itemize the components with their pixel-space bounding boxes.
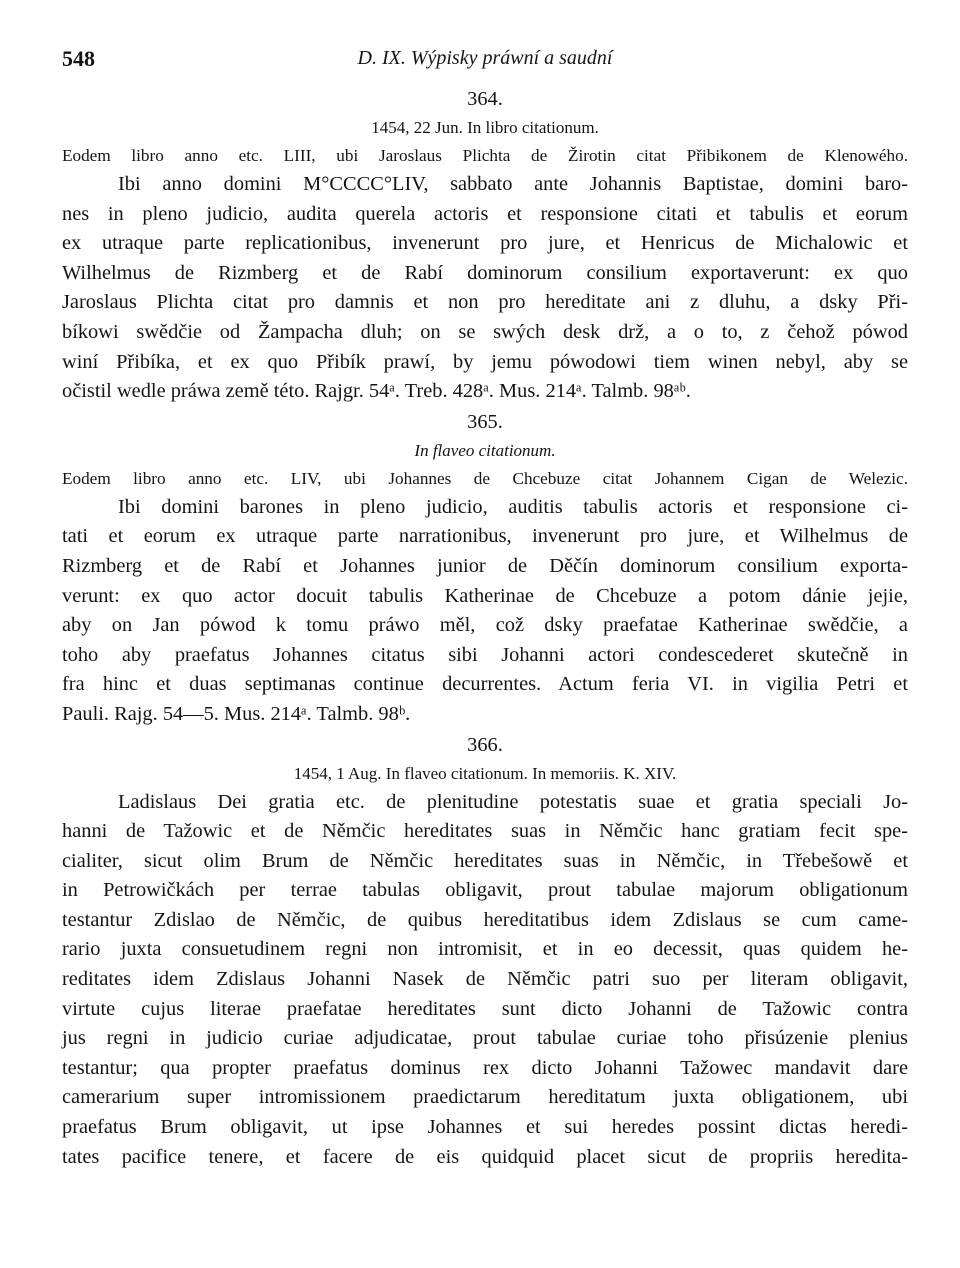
body-line: virtute cujus literae praefatae hereditates sunt dicto Johanni de Tažowic contra xyxy=(62,997,908,1020)
page-header xyxy=(62,44,908,84)
body-line: hanni de Tažowic et de Němčic hereditates suas in Němčic hanc gratiam fecit spe- xyxy=(62,820,908,843)
entry-number: 366. xyxy=(467,733,503,756)
body-line: winí Přibíka, et ex quo Přibík prawí, by jemu pówodowi tiem winen nebyl, aby se xyxy=(62,350,908,373)
body-line: fra hinc et duas septimanas continue decurrentes. Actum feria VI. in vigilia Petri et xyxy=(62,673,908,696)
body-line: tati et eorum ex utraque parte narrationibus, invenerunt pro jure, et Wilhelmus de xyxy=(62,525,908,548)
entry-date-source: 1454, 1 Aug. In flaveo citationum. In memoriis. K. XIV. xyxy=(293,763,677,783)
body-line: jus regni in judicio curiae adjudicatae, prout tabulae curiae toho přisúzenie plenius xyxy=(62,1027,908,1050)
body-line: camerarium super intromissionem praedictarum hereditatum juxta obligationem, ubi xyxy=(62,1086,908,1109)
body-line: Rizmberg et de Rabí et Johannes junior de Děčín dominorum consilium exporta- xyxy=(62,554,908,577)
entry-body xyxy=(62,170,908,407)
body-line: praefatus Brum obligavit, ut ipse Johannes et sui heredes possint dictas heredi- xyxy=(62,1116,908,1139)
body-line: Jaroslaus Plichta citat pro damnis et non pro hereditate ani z dluhu, a dsky Při- xyxy=(62,291,908,314)
body-line: testantur; qua propter praefatus dominus rex dicto Johanni Tažowec mandavit dare xyxy=(62,1056,908,1079)
entry-366 xyxy=(62,730,908,1173)
entry-365 xyxy=(62,407,908,730)
body-line: aby on Jan pówod k tomu práwo měl, což dsky praefatae Katherinae swědčie, a xyxy=(62,614,908,637)
entry-body xyxy=(62,788,908,1173)
body-line: testantur Zdislao de Němčic, de quibus hereditatibus idem Zdislaus se cum came- xyxy=(62,908,908,931)
body-line: tates pacifice tenere, et facere de eis quidquid placet sicut de propriis heredita- xyxy=(62,1145,908,1168)
body-line: nes in pleno judicio, audita querela actoris et responsione citati et tabulis et eorum xyxy=(62,202,908,225)
body-line: verunt: ex quo actor docuit tabulis Katherinae de Chcebuze a potom dánie jejie, xyxy=(62,584,908,607)
body-line: rario juxta consuetudinem regni non intromisit, et in eo decessit, quas quidem he- xyxy=(62,938,908,961)
body-line: Ladislaus Dei gratia etc. de plenitudine potestatis suae et gratia speciali Jo- xyxy=(118,790,908,813)
entry-number: 365. xyxy=(467,410,503,433)
body-line: ex utraque parte replicationibus, invenerunt pro jure, et Henricus de Michalowic et xyxy=(62,232,908,255)
entry-364 xyxy=(62,84,908,407)
body-line: bíkowi swědčie od Žampacha dluh; on se swých desk drž, a o to, z čehož pówod xyxy=(62,320,908,343)
body-line: očistil wedle práwa země této. Rajgr. 54ᵃ. Treb. 428ᵃ. Mus. 214ᵃ. Talmb. 98ᵃᵇ. xyxy=(62,380,691,403)
document-page xyxy=(62,44,908,1172)
body-line: reditates idem Zdislaus Johanni Nasek de Němčic patri suo per literam obligavit, xyxy=(62,968,908,991)
entry-body xyxy=(62,493,908,730)
body-line: Ibi anno domini M°CCCC°LIV, sabbato ante Johannis Baptistae, domini baro- xyxy=(118,173,908,195)
entry-date-source: In flaveo citationum. xyxy=(414,440,556,460)
body-line: Ibi domini barones in pleno judicio, auditis tabulis actoris et responsione ci- xyxy=(118,495,908,518)
body-line: Wilhelmus de Rizmberg et de Rabí dominorum consilium exportaverunt: ex quo xyxy=(62,261,908,284)
page-number: 548 xyxy=(62,46,95,71)
body-line: cialiter, sicut olim Brum de Němčic hereditates suas in Němčic, in Třebešowě et xyxy=(62,849,908,872)
entry-number: 364. xyxy=(467,88,503,110)
entry-source-line: Eodem libro anno etc. LIV, ubi Johannes de Chcebuze citat Johannem Cigan de Welezic. xyxy=(62,468,908,488)
body-line: toho aby praefatus Johannes citatus sibi Johanni actori condescederet skutečně in xyxy=(62,643,908,666)
running-head: D. IX. Wýpisky práwní a saudní xyxy=(357,47,613,69)
entry-source-line: Eodem libro anno etc. LIII, ubi Jaroslaus Plichta de Žirotin citat Přibikonem de Klenowého. xyxy=(62,146,908,165)
body-line: in Petrowičkách per terrae tabulas obligavit, prout tabulae majorum obligationum xyxy=(62,879,908,902)
entry-date-source: 1454, 22 Jun. In libro citationum. xyxy=(371,118,599,137)
body-line: Pauli. Rajg. 54—5. Mus. 214ᵃ. Talmb. 98ᵇ. xyxy=(62,702,411,725)
